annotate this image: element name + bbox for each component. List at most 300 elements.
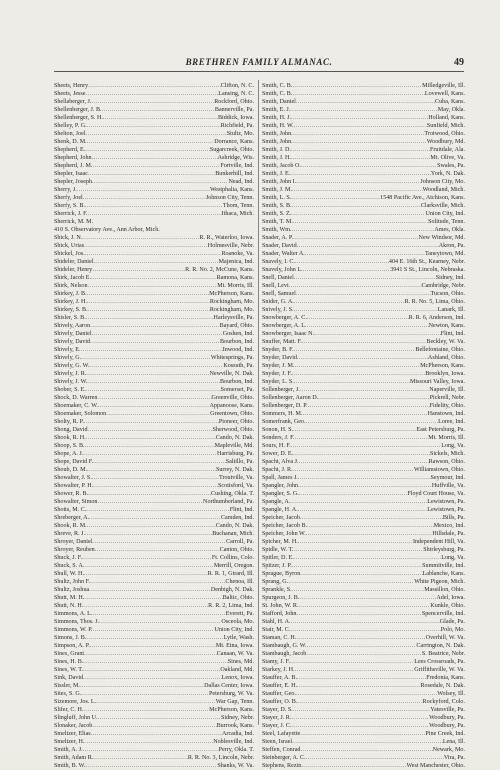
entry-place: Scottsford, Va. — [218, 483, 254, 489]
directory-entry — [54, 554, 254, 562]
entry-name: Shober, S. E. — [54, 387, 86, 393]
entry-place: Ames, Okla. — [434, 227, 465, 233]
dot-leader — [92, 610, 225, 618]
entry-name: Shook, R. H. — [54, 435, 86, 441]
dot-leader — [296, 290, 431, 298]
dot-leader — [87, 290, 210, 298]
entry-place: 1548 Pacific Ave., Atchison, Kans. — [380, 195, 465, 201]
entry-place: Long, Va. — [441, 555, 465, 561]
entry-name: Steffen, Conrad — [262, 747, 301, 753]
entry-name: Simmons, W. P. — [54, 627, 93, 633]
entry-place: Flint, Ind. — [440, 331, 465, 337]
dot-leader — [291, 194, 380, 202]
dot-leader — [292, 82, 422, 90]
entry-place: Brooklyn, Iowa. — [425, 371, 465, 377]
entry-place: Rockyford, Colo. — [422, 699, 465, 705]
directory-entry — [54, 234, 254, 242]
entry-name: Shenk, D. M. — [54, 139, 87, 145]
dot-leader — [297, 682, 420, 690]
dot-leader — [85, 530, 212, 538]
entry-place: Inwood, Ind. — [222, 347, 254, 353]
entry-place: Cando, N. Dak. — [215, 435, 254, 441]
dot-leader — [82, 234, 199, 242]
dot-leader — [87, 298, 210, 306]
dot-leader — [305, 250, 425, 258]
entry-name: Smeltzer, H. — [54, 739, 85, 745]
directory-entry — [54, 546, 254, 554]
entry-name: Shutt, M. H. — [54, 595, 85, 601]
directory-entry — [54, 674, 254, 682]
entry-place: Rosedale, N. Dak. — [420, 683, 465, 689]
entry-name: Shively, G. — [54, 355, 82, 361]
entry-place: Flint, Ind. — [229, 507, 254, 513]
entry-name: Smith, Jacob O. — [262, 163, 301, 169]
dot-leader — [93, 482, 218, 490]
dot-leader — [294, 362, 420, 370]
entry-place: Holland, Kans. — [428, 115, 465, 121]
dot-leader — [86, 370, 209, 378]
dot-leader — [291, 442, 441, 450]
dot-leader — [291, 114, 428, 122]
entry-name: Smith, S. Z. — [262, 211, 292, 217]
entry-name: Shively, Daniel — [54, 331, 92, 337]
dot-leader — [89, 586, 211, 594]
dot-leader — [87, 466, 216, 474]
entry-place: R. R., Waterloo, Iowa. — [199, 235, 254, 241]
entry-name: Shideler, Henry — [54, 267, 93, 273]
directory-entry — [54, 626, 254, 634]
entry-name: Spangle, A. — [262, 499, 291, 505]
directory-entry — [262, 154, 465, 162]
dot-leader — [83, 194, 206, 202]
entry-name: St. John, W. R. — [262, 603, 299, 609]
dot-leader — [106, 410, 210, 418]
entry-name: Shively, G. W. — [54, 363, 90, 369]
entry-place: Solitude, Tenn. — [428, 219, 465, 225]
entry-place: Bourbon, Ind. — [219, 339, 254, 345]
directory-entry — [54, 322, 254, 330]
directory-entry — [262, 762, 465, 770]
directory-entry — [262, 282, 465, 290]
entry-place: Sugarcreek, Ohio. — [209, 147, 254, 153]
dot-leader — [85, 202, 223, 210]
dot-leader — [295, 434, 429, 442]
directory-entry — [54, 194, 254, 202]
dot-leader — [298, 538, 413, 546]
entry-place: Lewistown, Pa. — [427, 507, 465, 513]
entry-name: Smith, A. J. — [54, 747, 83, 753]
entry-place: Newville, N. Dak. — [209, 371, 254, 377]
dot-leader — [86, 506, 229, 514]
entry-name: Stauffer, E. H. — [262, 683, 298, 689]
entry-name: Steel, Lafayette — [262, 731, 301, 737]
entry-name: Shoemaker, C. W. — [54, 403, 98, 409]
directory-entry — [262, 266, 465, 274]
entry-name: Starkey, J. H. — [262, 667, 295, 673]
entry-place: West Manchester, Ohio. — [406, 763, 465, 769]
entry-name: Sines, W. T. — [54, 667, 84, 673]
directory-entry — [262, 178, 465, 186]
directory-entry — [54, 658, 254, 666]
entry-name: Shickel, Jos. — [54, 251, 85, 257]
dot-leader — [83, 674, 222, 682]
entry-name: Shirkey, J. B. — [54, 291, 87, 297]
dot-leader — [98, 714, 221, 722]
entry-place: Union City, Ind. — [214, 627, 254, 633]
directory-entry — [54, 98, 254, 106]
entry-place: Westphalia, Kans. — [209, 187, 254, 193]
entry-name: Simons, J. B. — [54, 635, 87, 641]
entry-name: Sollenberger, Aaron D. — [262, 395, 319, 401]
dot-leader — [88, 282, 218, 290]
directory-entry — [262, 698, 465, 706]
entry-place: Lanark, Ill. — [437, 307, 465, 313]
dot-leader — [299, 458, 429, 466]
entry-place: Saltillo, Pa. — [225, 459, 254, 465]
dot-leader — [306, 530, 433, 538]
entry-place: Naperville, Ill. — [429, 387, 465, 393]
directory-entry — [262, 602, 465, 610]
entry-place: York, N. Dak. — [430, 171, 465, 177]
entry-place: Mt. Etna, Iowa. — [215, 643, 254, 649]
directory-entry — [262, 674, 465, 682]
directory-entry — [262, 386, 465, 394]
entry-place: R. R. 2, Lima, Ind. — [208, 603, 254, 609]
entry-name: Shuck, J. F. — [54, 555, 83, 561]
directory-entry — [262, 490, 465, 498]
entry-place: Sines, Md. — [227, 659, 254, 665]
entry-name: Snyder, J. F. — [262, 371, 292, 377]
directory-entry — [54, 578, 254, 586]
entry-place: Harrisburg, Pa. — [217, 451, 254, 457]
dot-leader — [293, 706, 431, 714]
directory-entry — [262, 570, 465, 578]
dot-leader — [300, 570, 422, 578]
entry-name: Sollenberger, D. P. — [262, 403, 308, 409]
dot-leader — [85, 146, 210, 154]
directory-entry — [54, 522, 254, 530]
entry-place: Ramona, Kans. — [216, 275, 254, 281]
dot-leader — [295, 666, 415, 674]
entry-place: Arcadia, Ind. — [222, 731, 254, 737]
dot-leader — [292, 370, 425, 378]
entry-place: R. R. No. 5, Lima, Ohio. — [404, 299, 465, 305]
directory-entry — [54, 330, 254, 338]
entry-name: Showalter, J. S. — [54, 475, 92, 481]
dot-leader — [83, 658, 227, 666]
entry-place: May, Okla. — [437, 107, 465, 113]
entry-place: Baltic, Ohio. — [222, 595, 254, 601]
dot-leader — [98, 402, 210, 410]
entry-place: Glade, Pa. — [439, 619, 465, 625]
directory-entry — [54, 146, 254, 154]
directory-entry — [54, 138, 254, 146]
entry-name: Sines, Grant — [54, 651, 85, 657]
entry-place: Fredonia, Kans. — [426, 675, 465, 681]
entry-name: Snyder, B. F. — [262, 347, 294, 353]
entry-place: R. R. 6, Anderson, Ind. — [408, 315, 465, 321]
entry-name: Stambaugh, G. W. — [262, 643, 307, 649]
entry-name: 410 S. Observatory Ave., Ann Arbor, Mich. — [54, 227, 160, 233]
dot-leader — [307, 642, 417, 650]
directory-entry — [262, 258, 465, 266]
directory-entry — [54, 682, 254, 690]
directory-entry — [262, 546, 465, 554]
entry-name: Smith, J. E. — [262, 171, 291, 177]
entry-name: Stayer, D. S. — [262, 707, 293, 713]
entry-name: Snider, G. A. — [262, 299, 294, 305]
entry-place: Sherwood, Ohio. — [212, 427, 254, 433]
dot-leader — [92, 330, 223, 338]
entry-place: Ashridge, Wis. — [217, 155, 254, 161]
directory-entry — [262, 474, 465, 482]
dot-leader — [294, 306, 438, 314]
entry-name: Somerfrank, Geo. — [262, 419, 306, 425]
entry-place: White Pigeon, Mich. — [414, 579, 465, 585]
entry-place: Rawson, Ohio. — [428, 459, 465, 465]
dot-leader — [84, 738, 213, 746]
entry-name: Smith, H. W. — [262, 123, 294, 129]
entry-place: Polo, Mo. — [440, 627, 465, 633]
entry-place: Greenville, Ohio. — [211, 395, 254, 401]
entry-place: Camden, Ind. — [220, 515, 254, 521]
dot-leader — [300, 746, 432, 754]
entry-place: Williamstown, Ohio. — [413, 467, 465, 473]
entry-place: Lewistown, Pa. — [427, 499, 465, 505]
dot-leader — [291, 154, 430, 162]
entry-place: Surrey, N. Dak. — [215, 467, 254, 473]
directory-entry — [54, 490, 254, 498]
directory-column-left — [54, 82, 254, 770]
dot-leader — [293, 218, 428, 226]
entry-place: Sunfield, Mich. — [426, 123, 465, 129]
dot-leader — [91, 730, 222, 738]
entry-place: Fruitdale, Ala. — [429, 147, 465, 153]
directory-entry — [54, 442, 254, 450]
entry-name: Sherrick, J. F. — [54, 211, 88, 217]
dot-leader — [92, 538, 226, 546]
entry-name: Stephens, Rezin — [262, 763, 302, 769]
entry-place: Appanoose, Kans. — [209, 403, 254, 409]
directory-entry — [262, 322, 465, 330]
dot-leader — [302, 338, 426, 346]
entry-place: Vira, Pa. — [443, 755, 465, 761]
entry-name: Spangler, John — [262, 483, 298, 489]
directory-entry — [262, 562, 465, 570]
entry-name: Snuffer, Matt. F. — [262, 339, 302, 345]
entry-name: Smith, L. S. — [262, 195, 292, 201]
dot-leader — [91, 98, 214, 106]
entry-name: Sprague, Byron — [262, 571, 301, 577]
dot-leader — [80, 682, 204, 690]
entry-name: Simmons, A. L. — [54, 611, 93, 617]
directory-entry — [54, 378, 254, 386]
dot-leader — [87, 378, 220, 386]
dot-leader — [97, 498, 203, 506]
dot-leader — [84, 650, 217, 658]
dot-leader — [92, 178, 228, 186]
dot-leader — [87, 138, 215, 146]
entry-place: Stultz, Mo. — [226, 131, 254, 137]
entry-name: Slingluff, John U. — [54, 715, 98, 721]
entry-place: McPherson, Kans. — [209, 291, 254, 297]
entry-place: Bourbon, Ind. — [219, 379, 254, 385]
entry-name: Sheets, Henry — [54, 83, 89, 89]
entry-name: Smith, H. J. — [262, 115, 291, 121]
directory-entry — [54, 458, 254, 466]
dot-leader — [92, 154, 218, 162]
directory-entry — [262, 162, 465, 170]
directory-entry — [54, 450, 254, 458]
entry-name: Shook, R. M. — [54, 523, 87, 529]
entry-place: Harleysville, Pa. — [213, 315, 254, 321]
entry-name: Sherry, J. — [54, 187, 77, 193]
entry-name: Stambaugh, Jacob — [262, 651, 307, 657]
entry-name: Simmons, Thos. J. — [54, 619, 100, 625]
directory-entry — [262, 634, 465, 642]
directory-entry — [262, 754, 465, 762]
entry-name: Shelley, P. G. — [54, 123, 87, 129]
directory-entry — [54, 642, 254, 650]
directory-entry — [54, 418, 254, 426]
entry-name: Snowberger, A. L. — [262, 323, 307, 329]
dot-leader — [308, 402, 430, 410]
directory-entry — [262, 82, 465, 90]
directory-entry — [54, 290, 254, 298]
directory-entry — [262, 402, 465, 410]
dot-leader — [90, 338, 220, 346]
dot-leader — [89, 514, 221, 522]
entry-name: Smith, B. W. — [54, 763, 86, 769]
entry-name: Snyder, L. S. — [262, 379, 294, 385]
entry-name: Stayer, J. C. — [262, 723, 292, 729]
dot-leader — [294, 346, 416, 354]
entry-place: 3941 S St., Lincoln, Nebraska. — [390, 267, 465, 273]
entry-place: Independent Hill, Va. — [412, 539, 465, 545]
entry-place: Lytle, Wash. — [223, 635, 254, 641]
directory-entry — [54, 338, 254, 346]
dot-leader — [306, 650, 422, 658]
directory-entry — [262, 362, 465, 370]
entry-name: Sissler, M. — [54, 683, 80, 689]
dot-leader — [296, 178, 420, 186]
entry-name: Sherfy, S. B. — [54, 203, 85, 209]
dot-leader — [297, 698, 422, 706]
page-header — [54, 57, 464, 69]
directory-entry — [54, 498, 254, 506]
directory-entry — [54, 314, 254, 322]
directory-entry — [262, 146, 465, 154]
entry-name: Stayer, J. R. — [262, 715, 292, 721]
entry-place: Long, Va. — [441, 443, 465, 449]
entry-place: Rockingham, Mo. — [209, 299, 254, 305]
entry-name: Shultz, John F. — [54, 579, 91, 585]
directory-entry — [262, 130, 465, 138]
directory-entry — [54, 394, 254, 402]
entry-place: Burrook, Kans. — [216, 723, 254, 729]
entry-name: Shroyer, Daniel — [54, 539, 93, 545]
entry-name: Sink, David — [54, 675, 84, 681]
directory-entry — [262, 434, 465, 442]
dot-leader — [84, 418, 219, 426]
directory-entry — [262, 202, 465, 210]
dot-leader — [83, 666, 220, 674]
dot-leader — [290, 170, 431, 178]
entry-name: Shively, David — [54, 339, 91, 345]
dot-leader — [88, 210, 222, 218]
entry-place: Missouri Valley, Iowa. — [409, 379, 465, 385]
directory-entry — [262, 482, 465, 490]
directory-entry — [262, 610, 465, 618]
entry-name: Shellenberger, J. B. — [54, 107, 102, 113]
directory-entry — [54, 402, 254, 410]
entry-name: Smith, E. J. — [262, 107, 291, 113]
dot-leader — [84, 562, 214, 570]
directory-entry — [262, 530, 465, 538]
entry-place: Lees Crossroads, Pa. — [414, 659, 465, 665]
dot-leader — [83, 706, 209, 714]
dot-leader — [91, 274, 217, 282]
directory-entry — [54, 698, 254, 706]
entry-name: Smith, S. B. — [262, 203, 292, 209]
entry-name: Snowberger, A. C. — [262, 315, 307, 321]
dot-leader — [88, 426, 213, 434]
dot-leader — [93, 258, 218, 266]
directory-entry — [54, 122, 254, 130]
dot-leader — [84, 594, 222, 602]
entry-place: Taneytown, Md. — [424, 251, 465, 257]
entry-place: Johnson City, Tenn. — [205, 195, 254, 201]
directory-entry — [262, 170, 465, 178]
entry-name: Snell, Daniel — [262, 275, 294, 281]
directory-entry — [262, 410, 465, 418]
dot-leader — [291, 714, 429, 722]
entry-place: Biddick, Iowa. — [217, 115, 254, 121]
directory-entry — [262, 394, 465, 402]
dot-leader — [293, 234, 418, 242]
dot-leader — [297, 354, 428, 362]
dot-leader — [83, 602, 208, 610]
directory-entry — [54, 354, 254, 362]
entry-place: Lovewell, Kans. — [424, 91, 465, 97]
entry-name: Spangler, S. G. — [262, 491, 299, 497]
directory-entry — [262, 618, 465, 626]
entry-name: Steen, Israel — [262, 739, 293, 745]
entry-place: Whitesprings, Pa. — [210, 355, 254, 361]
entry-name: Sherrick, M. M. — [54, 219, 94, 225]
entry-place: Union City, Ind. — [425, 211, 465, 217]
directory-entry — [54, 530, 254, 538]
dot-leader — [300, 386, 430, 394]
directory-entry — [262, 234, 465, 242]
directory-entry — [54, 722, 254, 730]
entry-place: Johnson City, Mo. — [420, 179, 465, 185]
entry-name: Stahl, H. A. — [262, 619, 291, 625]
entry-name: Shepherd, E. — [54, 147, 86, 153]
entry-name: Smith, C. B. — [262, 83, 293, 89]
entry-name: Simpson, A. P. — [54, 643, 90, 649]
dot-leader — [85, 130, 226, 138]
entry-name: Shope, David F. — [54, 459, 94, 465]
dot-leader — [97, 394, 211, 402]
directory-entry — [54, 426, 254, 434]
dot-leader — [296, 98, 435, 106]
entry-place: Overhill, W. Va. — [425, 635, 465, 641]
directory-entry — [262, 306, 465, 314]
entry-name: Stamy, J. F. — [262, 659, 291, 665]
entry-name: Snader, David — [262, 243, 297, 249]
dot-leader — [307, 522, 434, 530]
